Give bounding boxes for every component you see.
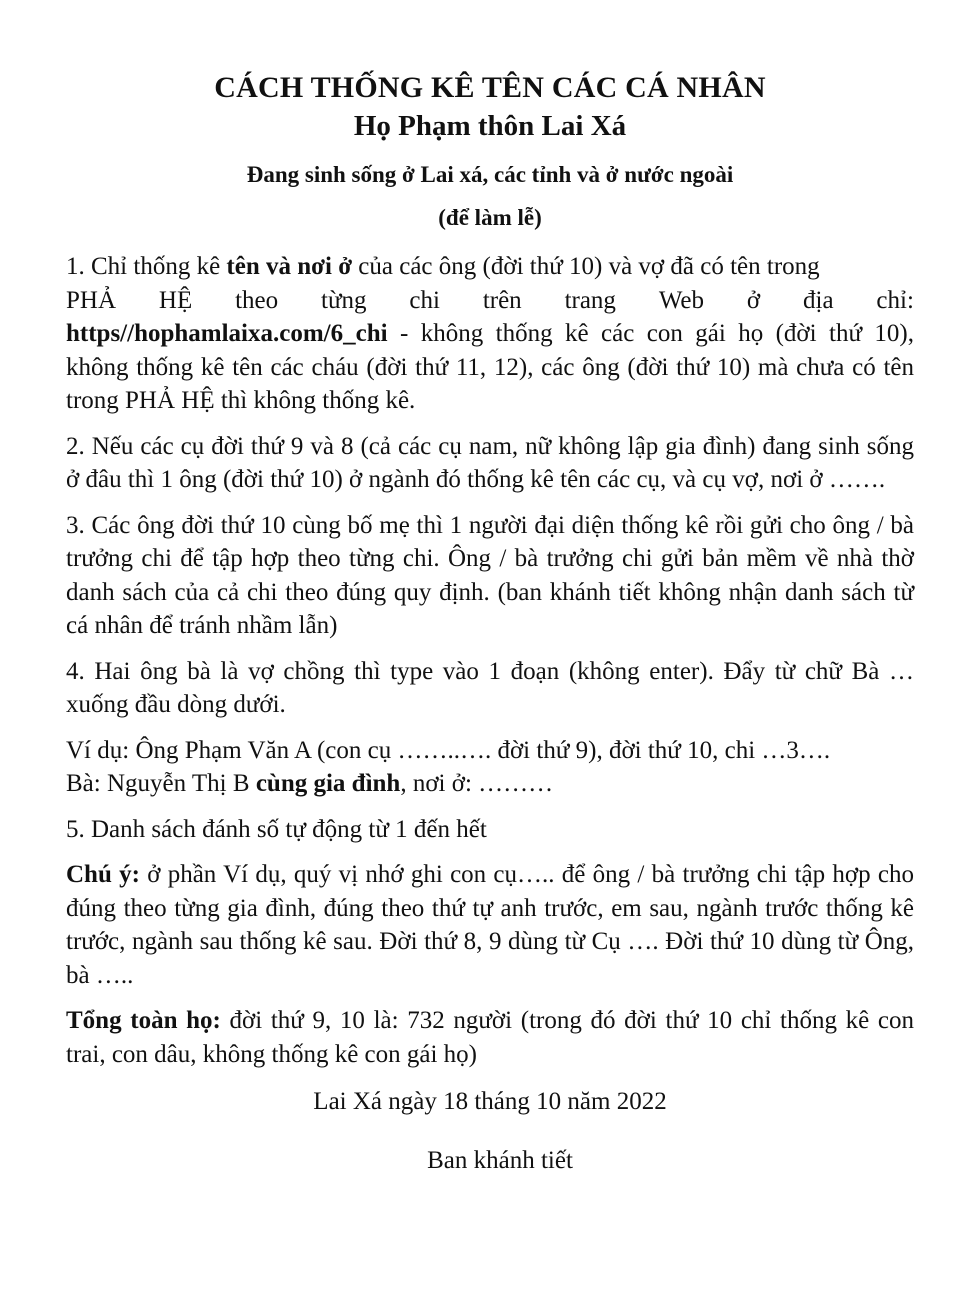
example-line-2: Bà: Nguyễn Thị B cùng gia đình, nơi ở: ……… [66, 770, 554, 797]
paragraph-3: 3. Các ông đời thứ 10 cùng bố mẹ thì 1 người đại diện thống kê rồi gửi cho ông / bà trưởng chi để tập hợp theo từng chi. Ông / bà trưởng chi gửi bản mềm về nhà thờ danh sách của cả chi theo đúng quy định. (ban khánh tiết không nhận danh sách từ cá nhân để tránh nhầm lẫn) [66, 511, 914, 639]
paragraph-1 [66, 250, 914, 418]
paragraph-1-line-1: 1. Chỉ thống kê tên và nơi ở của các ông (đời thứ 10) và vợ đã có tên trong [66, 253, 820, 280]
note-label: Chú ý: [66, 861, 140, 888]
paragraph-1-line-2: PHẢ HỆ theo từng chi trên trang Web ở địa chỉ: [66, 286, 914, 314]
note-paragraph: Chú ý: ở phần Ví dụ, quý vị nhớ ghi con cụ….. để ông / bà trưởng chi tập hợp cho đúng theo từng gia đình, đúng theo thứ tự anh trước, em sau, ngành trước thống kê trước, ngành sau thống kê sau. Đời thứ 8, 9 dùng từ Cụ …. Đời thứ 10 dùng từ Ông, bà ….. [66, 861, 914, 989]
example-line-1: Ví dụ: Ông Phạm Văn A (con cụ ……..…. đời thứ 9), đời thứ 10, chi …3…. [66, 736, 831, 764]
paragraph-1-rest: https//hophamlaixa.com/6_chi - không thống kê các con gái họ (đời thứ 10), không thống kê tên các cháu (đời thứ 11, 12), các ông (đời thứ 10) mà chưa có tên trong PHẢ HỆ thì không thống kê. [66, 320, 914, 414]
scope-line: Đang sinh sống ở Lai xá, các tỉnh và ở nước ngoài [246, 162, 734, 187]
total-label: Tổng toàn họ: [66, 1007, 221, 1034]
page-subtitle: Họ Phạm thôn Lai Xá [353, 110, 627, 142]
example-block [66, 734, 914, 801]
signature-line: Ban khánh tiết [427, 1146, 573, 1174]
emphasis-same-family: cùng gia đình [255, 770, 401, 797]
total-paragraph: Tổng toàn họ: đời thứ 9, 10 là: 732 người (trong đó đời thứ 10 chỉ thống kê con trai, con dâu, không thống kê con gái họ) [66, 1007, 914, 1068]
paragraph-5: 5. Danh sách đánh số tự động từ 1 đến hết [66, 815, 487, 843]
paragraph-4: 4. Hai ông bà là vợ chồng thì type vào 1 đoạn (không enter). Đẩy từ chữ Bà … xuống đầu dòng dưới. [66, 657, 914, 718]
paragraph-2: 2. Nếu các cụ đời thứ 9 và 8 (cả các cụ nam, nữ không lập gia đình) đang sinh sống ở đâu thì 1 ông (đời thứ 10) ở ngành đó thống kê tên các cụ, và cụ vợ, nơi ở ……. [66, 432, 914, 493]
emphasis-name-place: tên và nơi ở [226, 253, 353, 280]
page-title: CÁCH THỐNG KÊ TÊN CÁC CÁ NHÂN [214, 71, 766, 104]
website-url: https//hophamlaixa.com/6_chi [66, 320, 388, 347]
purpose-line: (để làm lễ) [438, 205, 542, 230]
date-line: Lai Xá ngày 18 tháng 10 năm 2022 [313, 1088, 667, 1115]
